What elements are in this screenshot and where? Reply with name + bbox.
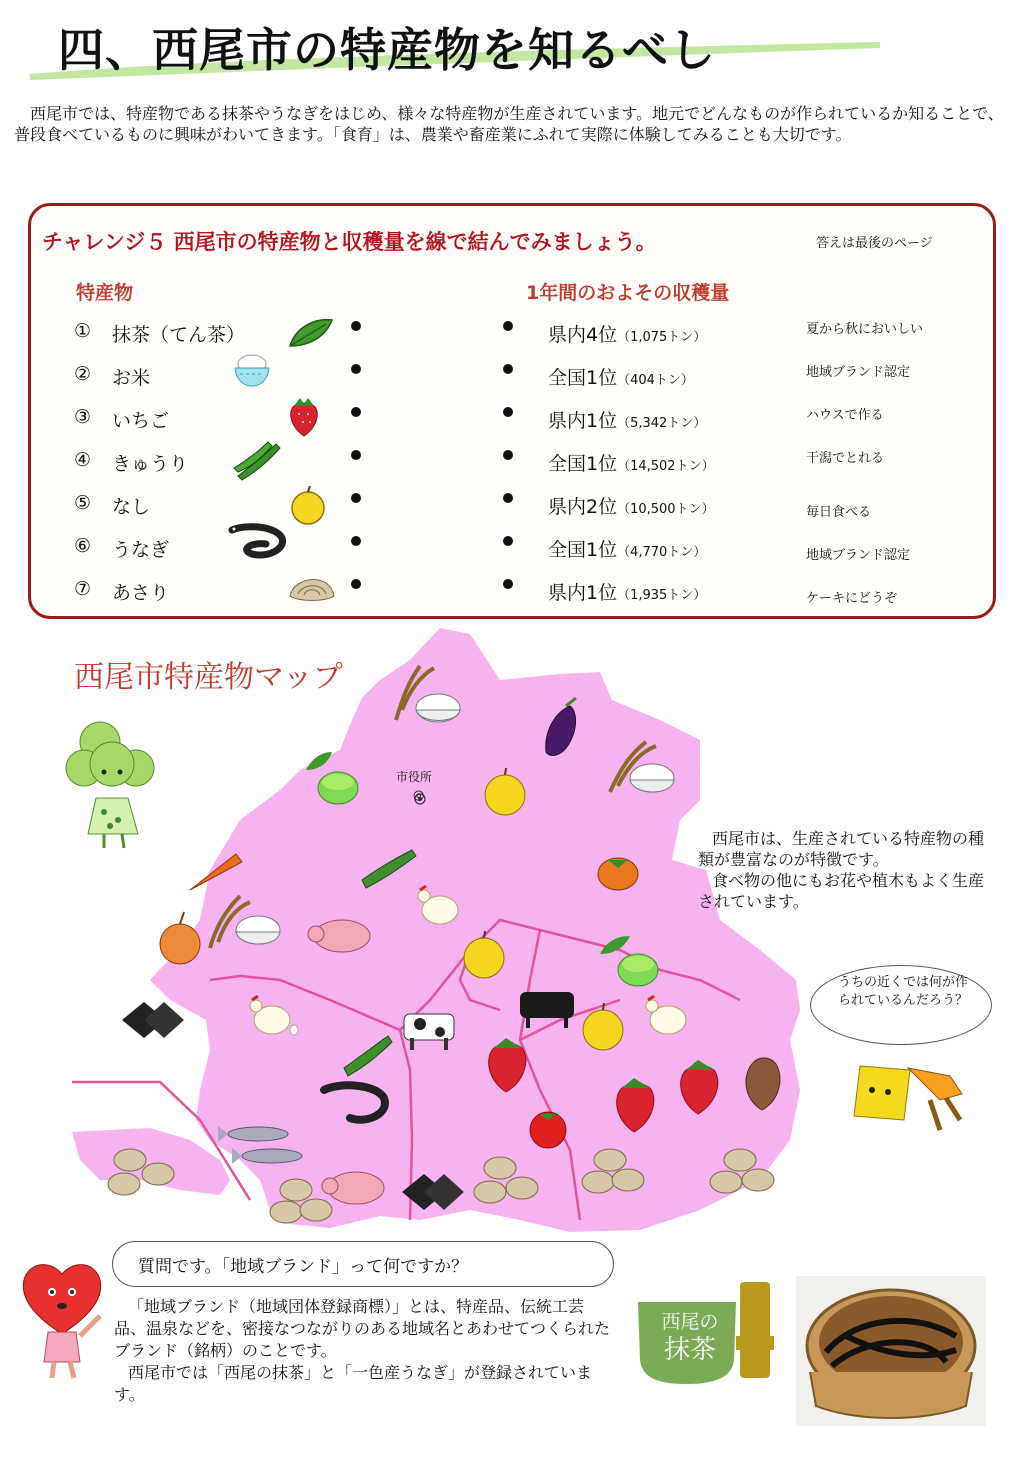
rice-bowl-icon	[232, 352, 272, 388]
harvest-rank: 県内1位	[548, 410, 618, 432]
cucumber-icon	[232, 438, 282, 482]
harvest-tons: （5,342トン）	[617, 416, 707, 431]
map-side-paragraph: 食べ物の他にもお花や植木もよく生産されています。	[698, 871, 985, 911]
product-name: あさり	[112, 582, 170, 604]
matcha-logo-text	[648, 1308, 732, 1364]
harvest-amount	[548, 406, 706, 433]
tomato-icon	[530, 1112, 566, 1148]
match-dot-amount[interactable]	[503, 493, 513, 503]
matcha-cup-icon	[318, 772, 358, 804]
product-number: ③	[74, 406, 92, 428]
matcha-logo-line: 抹茶	[663, 1335, 716, 1365]
harvest-tons: （10,500トン）	[617, 502, 715, 517]
match-dot-amount[interactable]	[503, 407, 513, 417]
peninsula-land-shape	[72, 1128, 230, 1195]
product-number: ⑥	[74, 535, 92, 557]
harvest-amount	[548, 449, 715, 476]
map-side-text	[698, 828, 988, 912]
match-dot-product[interactable]	[351, 579, 361, 589]
clam-icon	[484, 1157, 516, 1179]
harvest-rank: 全国1位	[548, 367, 618, 389]
heart-mascot-icon	[14, 1252, 110, 1382]
clam-icon	[594, 1149, 626, 1171]
harvest-rank: 県内1位	[548, 582, 618, 604]
page-title: 四、西尾市の特産物を知るべし	[58, 23, 716, 77]
clam-icon	[506, 1177, 538, 1199]
product-name: なし	[112, 496, 151, 518]
clam-icon	[474, 1181, 506, 1203]
persimmon-icon	[598, 858, 638, 890]
onion-icon	[160, 912, 200, 964]
matcha-logo-line: 西尾の	[661, 1311, 719, 1333]
eel-icon	[226, 520, 290, 564]
rice-bowl-icon	[630, 764, 674, 792]
match-dot-product[interactable]	[351, 364, 361, 374]
city-hall-label: 市役所	[396, 770, 433, 784]
product-name: いちご	[112, 410, 170, 432]
hint-text: 地域ブランド認定	[806, 548, 911, 563]
clam-icon	[286, 566, 338, 606]
harvest-amount	[548, 492, 715, 519]
clam-icon	[114, 1149, 146, 1171]
nishio-city-map	[0, 620, 1024, 1240]
harvest-tons: （14,502トン）	[617, 459, 715, 474]
product-name: お米	[112, 367, 151, 389]
challenge-title: チャレンジ５ 西尾市の特産物と収穫量を線で結んでみましょう。	[42, 230, 657, 254]
answer-note: 答えは最後のページ	[816, 236, 933, 251]
city-hall-mark: ◎	[413, 788, 425, 803]
harvest-tons: （1,935トン）	[617, 588, 707, 603]
match-dot-product[interactable]	[351, 321, 361, 331]
product-name: きゅうり	[112, 453, 189, 475]
tea-leaf-icon	[286, 316, 336, 350]
rice-bowl-icon	[236, 916, 280, 944]
pear-icon	[288, 484, 328, 526]
harvest-rank: 全国1位	[548, 453, 618, 475]
product-name: 抹茶（てん茶）	[112, 324, 246, 346]
clam-icon	[300, 1199, 332, 1221]
hint-text: ハウスで作る	[806, 408, 884, 423]
match-dot-amount[interactable]	[503, 579, 513, 589]
match-dot-product[interactable]	[351, 450, 361, 460]
hint-text: 夏から秋においしい	[806, 322, 924, 337]
clam-icon	[280, 1179, 312, 1201]
map-title: 西尾市特産物マップ	[74, 660, 343, 695]
brand-answer-paragraph: 西尾市では「西尾の抹茶」と「一色産うなぎ」が登録されています。	[114, 1363, 593, 1404]
harvest-rank: 県内2位	[548, 496, 618, 518]
clam-icon	[724, 1149, 756, 1171]
product-number: ④	[74, 449, 92, 471]
rice-bowl-icon	[416, 694, 460, 722]
match-dot-amount[interactable]	[503, 536, 513, 546]
map-side-paragraph: 西尾市は、生産されている特産物の種類が豊富なのが特徴です。	[698, 829, 985, 869]
match-dot-amount[interactable]	[503, 364, 513, 374]
speech-bubble-text: うちの近くでは何が作られているんだろう？	[838, 975, 969, 1008]
match-dot-amount[interactable]	[503, 450, 513, 460]
brand-answer-paragraph: 「地域ブランド（地域団体登録商標）」とは、特産品、伝統工芸品、温泉などを、密接なつながりのある地域名とあわせてつくられたブランド（銘柄）のことです。	[114, 1297, 611, 1360]
match-dot-amount[interactable]	[503, 321, 513, 331]
clam-icon	[108, 1173, 140, 1195]
match-dot-product[interactable]	[351, 493, 361, 503]
product-number: ⑤	[74, 492, 92, 514]
harvest-tons: （404トン）	[617, 373, 694, 388]
strawberry-icon	[286, 396, 322, 438]
matcha-cup-icon	[618, 954, 658, 986]
match-dot-product[interactable]	[351, 407, 361, 417]
harvest-tons: （4,770トン）	[617, 545, 707, 560]
harvest-rank: 全国1位	[548, 539, 618, 561]
product-name: うなぎ	[112, 539, 170, 561]
match-dot-product[interactable]	[351, 536, 361, 546]
hint-text: 毎日食べる	[806, 505, 872, 520]
question-text: 質問です。「地域ブランド」って何ですか？	[138, 1257, 469, 1277]
yellow-square-mascot-icon	[854, 1066, 962, 1130]
harvest-amount	[548, 363, 694, 390]
intro-paragraph: 西尾市では、特産物である抹茶やうなぎをはじめ、様々な特産物が生産されています。地元でどんなものが作られているか知ることで、普段食べているものに興味がわいてきます。「食育」は、農業や畜産業にふれて実際に体験してみることも大切です。	[14, 104, 1004, 144]
harvest-amount	[548, 535, 706, 562]
harvest-rank: 県内4位	[548, 324, 618, 346]
nori-icon	[122, 1002, 184, 1038]
hint-text: 干潟でとれる	[806, 451, 885, 466]
clam-icon	[142, 1163, 174, 1185]
hint-text: 地域ブランド認定	[806, 365, 911, 380]
clover-mascot-icon	[66, 722, 154, 848]
amounts-column-header: 1年間のおよその収穫量	[526, 282, 730, 304]
clam-icon	[710, 1171, 742, 1193]
product-number: ②	[74, 363, 92, 385]
brand-answer	[114, 1296, 614, 1406]
harvest-amount	[548, 578, 706, 605]
harvest-tons: （1,075トン）	[617, 330, 707, 345]
clam-icon	[742, 1169, 774, 1191]
product-number: ①	[74, 320, 92, 342]
products-column-header: 特産物	[76, 282, 134, 304]
clam-icon	[612, 1169, 644, 1191]
clam-icon	[270, 1201, 302, 1223]
hint-text: ケーキにどうぞ	[806, 591, 898, 606]
eel-tub-photo	[796, 1276, 986, 1426]
harvest-amount	[548, 320, 706, 347]
product-number: ⑦	[74, 578, 92, 600]
clam-icon	[582, 1171, 614, 1193]
